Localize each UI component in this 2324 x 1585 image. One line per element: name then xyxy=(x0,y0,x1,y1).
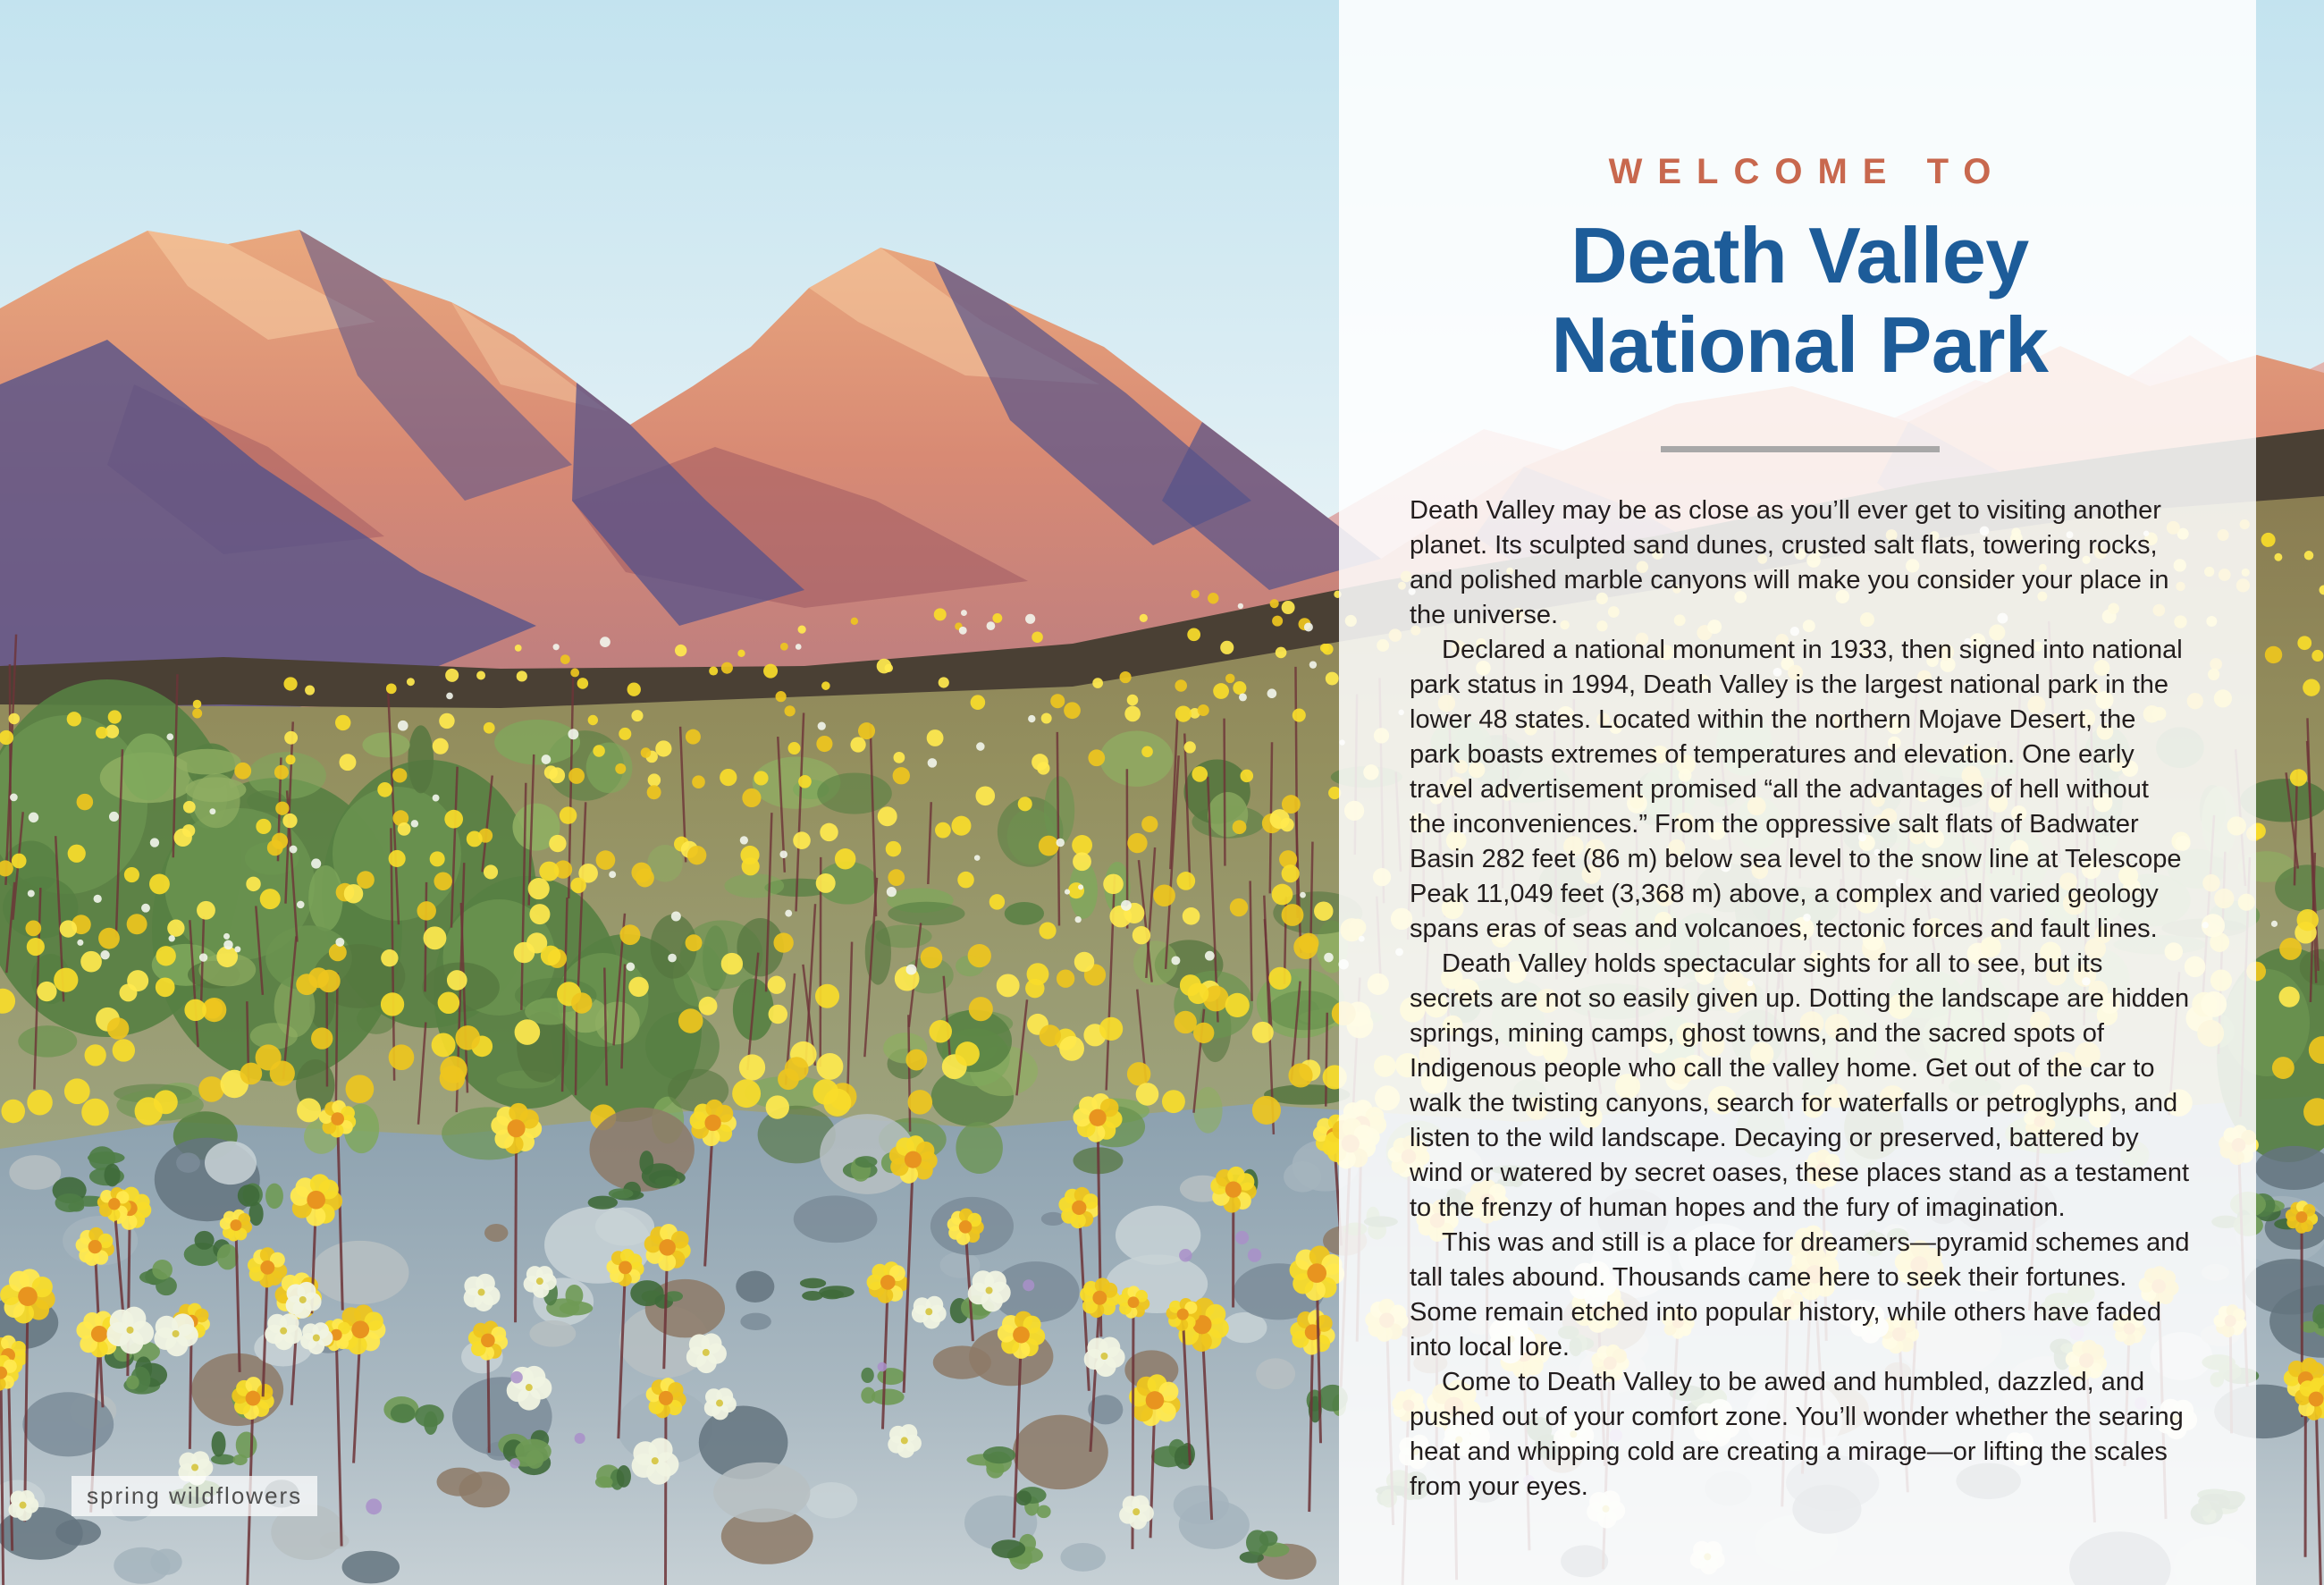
intro-paragraph: Come to Death Valley to be awed and humbled, dazzled, and pushed out of your comfort zone. You’ll wonder whether the searing heat and whipping cold are creating a mirage—or lifting the scales from your eyes. xyxy=(1410,1368,2184,1501)
intro-paragraph: Death Valley may be as close as you’ll ever get to visiting another planet. Its sculpted sand dunes, crusted salt flats, towering rocks, and polished marble canyons will make you consider your place in the universe. xyxy=(1410,496,2169,629)
intro-paragraph: This was and still is a place for dreamers—pyramid schemes and tall tales abound. Thousands came here to seek their fortunes. Some remain etched into popular history, while others have faded into local lore. xyxy=(1410,1228,2190,1362)
title-divider xyxy=(1661,446,1940,452)
intro-text xyxy=(1410,493,2190,1505)
title-line-1: Death Valley xyxy=(1570,211,2029,299)
photo-caption: spring wildflowers xyxy=(72,1476,317,1516)
intro-paragraph: Declared a national monument in 1933, then signed into national park status in 1994, Death Valley is the largest national park in the lower 48 states. Located within the northern Mojave Desert, the park boasts extremes of temperatures and elevation. One early travel advertisement promised “all the advantages of hell without the inconveniences.” From the oppressive salt flats of Badwater Basin 282 feet (86 m) below sea level to the snow line at Telescope Peak 11,049 feet (3,368 m) above, a complex and varied geology spans eras of seas and volcanoes, tectonic forces and fault lines. xyxy=(1410,636,2183,943)
title-line-2: National Park xyxy=(1551,300,2049,389)
welcome-kicker: WELCOME TO xyxy=(1608,152,2007,191)
intro-paragraph: Death Valley holds spectacular sights for all to see, but its secrets are not so easily given up. Dotting the landscape are hidden springs, mining camps, ghost towns, and the sacred spots of Indigenous people who call the valley home. Get out of the car to walk the twisting canyons, search for waterfalls or petroglyphs, and listen to the wild landscape. Decaying or preserved, battered by wind or watered by secret oases, these places stand as a testament to the frenzy of human hopes and the fury of imagination. xyxy=(1410,949,2190,1222)
intro-panel xyxy=(1410,0,2190,1585)
page-title xyxy=(1410,211,2190,390)
